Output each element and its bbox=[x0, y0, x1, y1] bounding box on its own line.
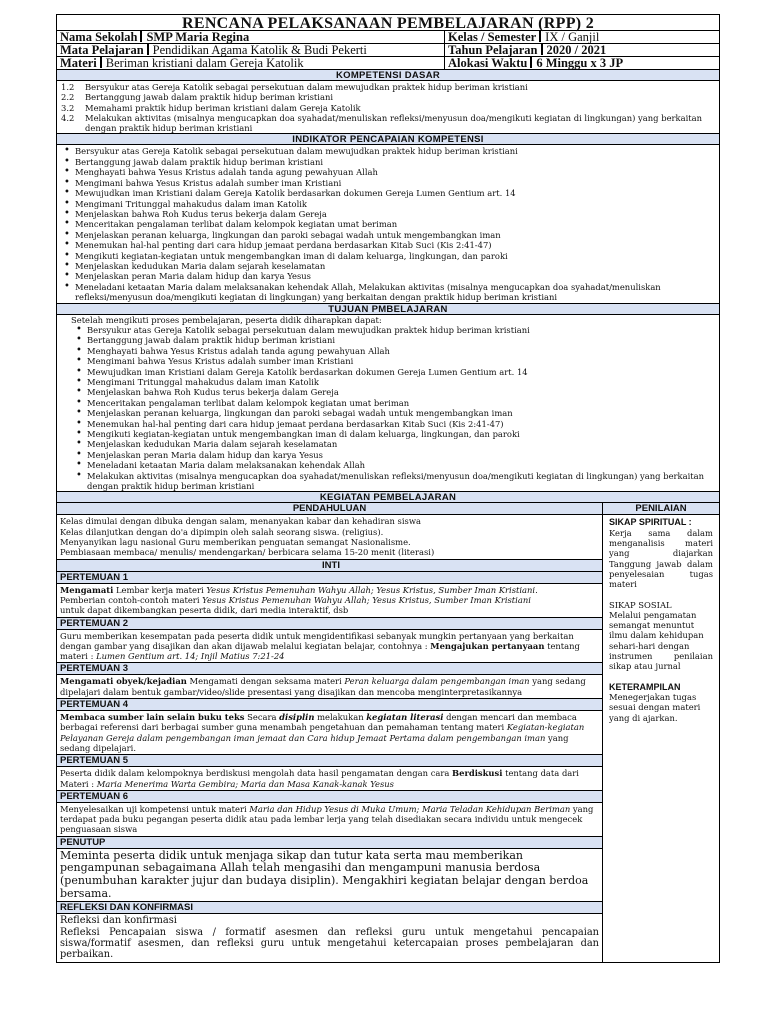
label-mata-pelajaran: Mata Pelajaran bbox=[60, 44, 144, 56]
section-heading-tujuan: TUJUAN PMBELAJARAN bbox=[56, 304, 720, 315]
value-mata-pelajaran: Pendidikan Agama Katolik & Budi Pekerti bbox=[152, 44, 367, 56]
ipk-item: • Menemukan hal-hal penting dari cara hidup jemaat perdana berdasarkan Kitab Suci (Kis 2:41-47) bbox=[75, 240, 715, 250]
tujuan-list bbox=[56, 315, 720, 493]
ipk-item: • Mengimani bahwa Yesus Kristus adalah sumber iman Kristiani bbox=[75, 178, 715, 188]
refleksi-body: Refleksi dan konfirmasi Refleksi Pencapaian siswa / formatif asesmen dan refleksi guru untuk mengetahui pencapaian siswa/formatif asesmen, dan refleksi guru untuk mengetahui ketercapaian proses pembelajaran dan perbaikan. bbox=[60, 915, 599, 961]
tujuan-item: • Menghayati bahwa Yesus Kristus adalah tanda agung pewahyuan Allah bbox=[87, 346, 715, 356]
value-tahun-pelajaran: 2020 / 2021 bbox=[546, 44, 607, 56]
kd-item: 1.2 Bersyukur atas Gereja Katolik sebagai persekutuan dalam mewujudkan praktek hidup beriman kristiani bbox=[61, 82, 528, 92]
tujuan-item: • Menceritakan pengalaman terlibat dalam kelompok kegiatan umat beriman bbox=[87, 398, 715, 408]
tujuan-item: • Mewujudkan iman Kristiani dalam Gereja Katolik berdasarkan dokumen Gereja Lumen Gentium art. 14 bbox=[87, 367, 715, 377]
inti-heading: INTI bbox=[57, 560, 602, 572]
label-kelas-semester: Kelas / Semester bbox=[448, 31, 537, 43]
kd-item: 2.2 Bertanggung jawab dalam praktik hidup beriman kristiani bbox=[61, 92, 334, 103]
tujuan-item: • Menemukan hal-hal penting dari cara hidup jemaat perdana berdasarkan Kitab Suci (Kis 2:41-47) bbox=[87, 419, 715, 429]
kd-item: 3.2 Memahami praktik hidup beriman kristiani dalam Gereja Katolik bbox=[61, 102, 361, 113]
penutup-body: Meminta peserta didik untuk menjaga sikap dan tutur kata serta mau memberikan pengampunan sebagaimana Allah telah mengasihi dan mengampuni manusia berdosa (penumbuhan karakter jujur dan budaya disiplin). Mengakhiri kegiatan belajar dengan berdoa bersama. bbox=[57, 849, 602, 902]
tujuan-intro: Setelah mengikuti proses pembelajaran, peserta didik diharapkan dapat: bbox=[71, 314, 382, 325]
pertemuan-1-heading: PERTEMUAN 1 bbox=[57, 572, 602, 584]
tujuan-item: • Meneladani ketaatan Maria dalam melaksanakan kehendak Allah bbox=[87, 460, 715, 470]
pertemuan-4-heading: PERTEMUAN 4 bbox=[57, 699, 602, 711]
keterampilan-text: Menegerjakan tugas sesuai dengan materi yang di ajarkan. bbox=[609, 691, 701, 723]
label-tahun-pelajaran: Tahun Pelajaran bbox=[448, 44, 538, 56]
pertemuan-2-body: Guru memberikan kesempatan pada peserta didik untuk mengidentifikasi sebanyak mungkin pertanyaan yang berkaitan dengan gambar yang disajikan dan akan dijawab melalui kegiatan belajar, contohnya : Mengajukan pertanyaan tentang materi : Lumen Gentium art. 14; Injil Matius 7:21-24 bbox=[57, 630, 602, 664]
pertemuan-4-body: Membaca sumber lain selain buku teks Secara disiplin melakukan kegiatan literasi dengan mencari dan membaca berbagai referensi dari berbagai sumber guna menambah pengetahuan dan pemahaman tentang materi Kegiatan-kegiatan Pelayanan Gereja dalam pengembangan iman jemaat dan Cara hidup Jemaat Pertama dalam pengembangan iman yang sedang dipelajari. bbox=[57, 711, 602, 755]
sikap-spiritual-text: Kerja sama dalam menganalisis materi yang diajarkan Tanggung jawab dalam penyelesaian tugas materi bbox=[609, 527, 713, 590]
rpp-document bbox=[56, 14, 720, 963]
tujuan-item: • Bersyukur atas Gereja Katolik sebagai persekutuan dalam mewujudkan praktek hidup beriman kristiani bbox=[87, 325, 715, 335]
ipk-item: • Menjelaskan peranan keluarga, lingkungan dan paroki sebagai wadah untuk mengembangkan iman bbox=[75, 230, 715, 240]
ipk-item: • Menjelaskan bahwa Roh Kudus terus bekerja dalam Gereja bbox=[75, 209, 715, 219]
label-alokasi-waktu: Alokasi Waktu bbox=[448, 57, 528, 69]
pertemuan-6-body: Menyelesaikan uji kompetensi untuk materi Maria dan Hidup Yesus di Muka Umum; Maria Teladan Kehidupan Beriman yang terdapat pada buku pegangan peserta didik atau pada lembar lerja yang telah disediakan secara individu untuk mengecek penguasaan siswa bbox=[57, 803, 602, 837]
ipk-item: • Mewujudkan iman Kristiani dalam Gereja Katolik berdasarkan dokumen Gereja Lumen Gentium art. 14 bbox=[75, 188, 715, 198]
ipk-item: • Menjelaskan peran Maria dalam hidup dan karya Yesus bbox=[75, 271, 715, 281]
ipk-item: • Menceritakan pengalaman terlibat dalam kelompok kegiatan umat beriman bbox=[75, 219, 715, 229]
kegiatan-main-column bbox=[57, 503, 603, 961]
tujuan-item: • Mengimani Tritunggal mahakudus dalam iman Katolik bbox=[87, 377, 715, 387]
ipk-item: • Menjelaskan kedudukan Maria dalam sejarah keselamatan bbox=[75, 261, 715, 271]
pertemuan-1-body: Mengamati Lembar kerja materi Yesus Kristus Pemenuhan Wahyu Allah; Yesus Kristus, Sumber Iman Kristiani. Pemberian contoh-contoh materi Yesus Kristus Pemenuhan Wahyu Allah; Yesus Kristus, Sumber Iman Kristiani untuk dapat dikembangkan peserta didik, dari media interaktif, dsb bbox=[57, 584, 602, 618]
section-heading-kegiatan: KEGIATAN PEMBELAJARAN bbox=[56, 492, 720, 503]
pertemuan-2-heading: PERTEMUAN 2 bbox=[57, 618, 602, 630]
penilaian-body bbox=[603, 515, 719, 724]
tujuan-item: • Menjelaskan bahwa Roh Kudus terus bekerja dalam Gereja bbox=[87, 387, 715, 397]
ipk-list bbox=[56, 145, 720, 303]
keterampilan-title: KETERAMPILAN bbox=[609, 681, 681, 692]
ipk-item: • Bersyukur atas Gereja Katolik sebagai persekutuan dalam mewujudkan praktek hidup beriman kristiani bbox=[75, 146, 715, 156]
refleksi-heading: REFLEKSI DAN KONFIRMASI bbox=[57, 902, 602, 914]
penutup-heading: PENUTUP bbox=[57, 837, 602, 849]
pendahuluan-heading: PENDAHULUAN bbox=[57, 503, 602, 515]
label-materi: Materi bbox=[60, 57, 97, 69]
value-materi: Beriman kristiani dalam Gereja Katolik bbox=[105, 57, 304, 69]
kd-item: 4.2 Melakukan aktivitas (misalnya mengucapkan doa syahadat/menuliskan refleksi/menyusun doa/mengikuti kegiatan di lingkungan) yang berkaitan dengan praktik hidup beriman kristiani bbox=[61, 112, 703, 134]
identity-row-subject bbox=[56, 44, 720, 57]
pertemuan-5-heading: PERTEMUAN 5 bbox=[57, 755, 602, 767]
tujuan-item: • Bertanggung jawab dalam praktik hidup beriman kristiani bbox=[87, 335, 715, 345]
pertemuan-5-body: Peserta didik dalam kelompoknya berdiskusi mengolah data hasil pengamatan dengan cara Berdiskusi tentang data dari Materi : Maria Menerima Warta Gembira; Maria dan Masa Kanak-kanak Yesus bbox=[57, 767, 602, 791]
sikap-sosial-text-2: instrumen penilaian sikap atau jurnal bbox=[609, 651, 713, 672]
tujuan-item: • Menjelaskan peranan keluarga, lingkungan dan paroki sebagai wadah untuk mengembangkan iman bbox=[87, 408, 715, 418]
identity-row-material bbox=[56, 57, 720, 70]
pertemuan-3-heading: PERTEMUAN 3 bbox=[57, 663, 602, 675]
tujuan-item: • Mengimani bahwa Yesus Kristus adalah sumber iman Kristiani bbox=[87, 356, 715, 366]
ipk-item: • Meneladani ketaatan Maria dalam melaksanakan kehendak Allah, Melakukan aktivitas (misalnya mengucapkan doa syahadat/menuliskan refleksi/menyusun doa/mengikuti kegiatan di lingkungan) yang berkaitan dengan praktik hidup beriman kristiani bbox=[75, 282, 715, 303]
ipk-item: • Mengikuti kegiatan-kegiatan untuk mengembangkan iman di dalam keluarga, lingkungan, dan paroki bbox=[75, 251, 715, 261]
sikap-spiritual-title: SIKAP SPIRITUAL : bbox=[609, 517, 692, 528]
ipk-item: • Menghayati bahwa Yesus Kristus adalah tanda agung pewahyuan Allah bbox=[75, 167, 715, 177]
sikap-sosial-text: Melalui pengamatan semangat menuntut ilmu dalam kehidupan sehari-hari dengan bbox=[609, 609, 704, 651]
value-kelas-semester: IX / Ganjil bbox=[545, 31, 600, 43]
pertemuan-6-heading: PERTEMUAN 6 bbox=[57, 791, 602, 803]
value-alokasi-waktu: 6 Minggu x 3 JP bbox=[536, 57, 624, 69]
tujuan-item: • Mengikuti kegiatan-kegiatan untuk mengembangkan iman di dalam keluarga, lingkungan, dan paroki bbox=[87, 429, 715, 439]
ipk-item: • Mengimani Tritunggal mahakudus dalam iman Katolik bbox=[75, 199, 715, 209]
value-nama-sekolah: SMP Maria Regina bbox=[146, 31, 250, 43]
penilaian-column bbox=[603, 503, 719, 961]
label-nama-sekolah: Nama Sekolah bbox=[60, 31, 138, 43]
tujuan-item: • Menjelaskan kedudukan Maria dalam sejarah keselamatan bbox=[87, 439, 715, 449]
tujuan-item: • Menjelaskan peran Maria dalam hidup dan karya Yesus bbox=[87, 450, 715, 460]
kegiatan-grid bbox=[56, 503, 720, 962]
tujuan-item: • Melakukan aktivitas (misalnya mengucapkan doa syahadat/menuliskan refleksi/menyusun doa/mengikuti kegiatan di lingkungan) yang berkaitan dengan praktik hidup beriman kristiani bbox=[87, 471, 715, 492]
pertemuan-3-body: Mengamati obyek/kejadian Mengamati dengan seksama materi Peran keluarga dalam pengembangan iman yang sedang dipelajari dalam bentuk gambar/video/slide presentasi yang disajikan dan mencoba menginterpretasikannya bbox=[57, 675, 602, 699]
sikap-sosial-title: SIKAP SOSIAL bbox=[609, 599, 672, 610]
ipk-item: • Bertanggung jawab dalam praktik hidup beriman kristiani bbox=[75, 157, 715, 167]
document-title: RENCANA PELAKSANAAN PEMBELAJARAN (RPP) 2 bbox=[56, 14, 720, 31]
identity-row-school bbox=[56, 31, 720, 44]
section-heading-kd: KOMPETENSI DASAR bbox=[56, 70, 720, 81]
penilaian-heading: PENILAIAN bbox=[603, 503, 719, 515]
pendahuluan-body: Kelas dimulai dengan dibuka dengan salam, menanyakan kabar dan kehadiran siswa Kelas dilanjutkan dengan do'a dipimpin oleh salah seorang siswa. (religius). Menyanyikan lagu nasional Guru memberikan penguatan semangat Nasionalisme. Pembiasaan membaca/ menulis/ mendengarkan/ berbicara selama 15-20 menit (literasi) bbox=[57, 515, 602, 559]
section-heading-ipk: INDIKATOR PENCAPAIAN KOMPETENSI bbox=[56, 134, 720, 145]
kd-list bbox=[56, 81, 720, 134]
